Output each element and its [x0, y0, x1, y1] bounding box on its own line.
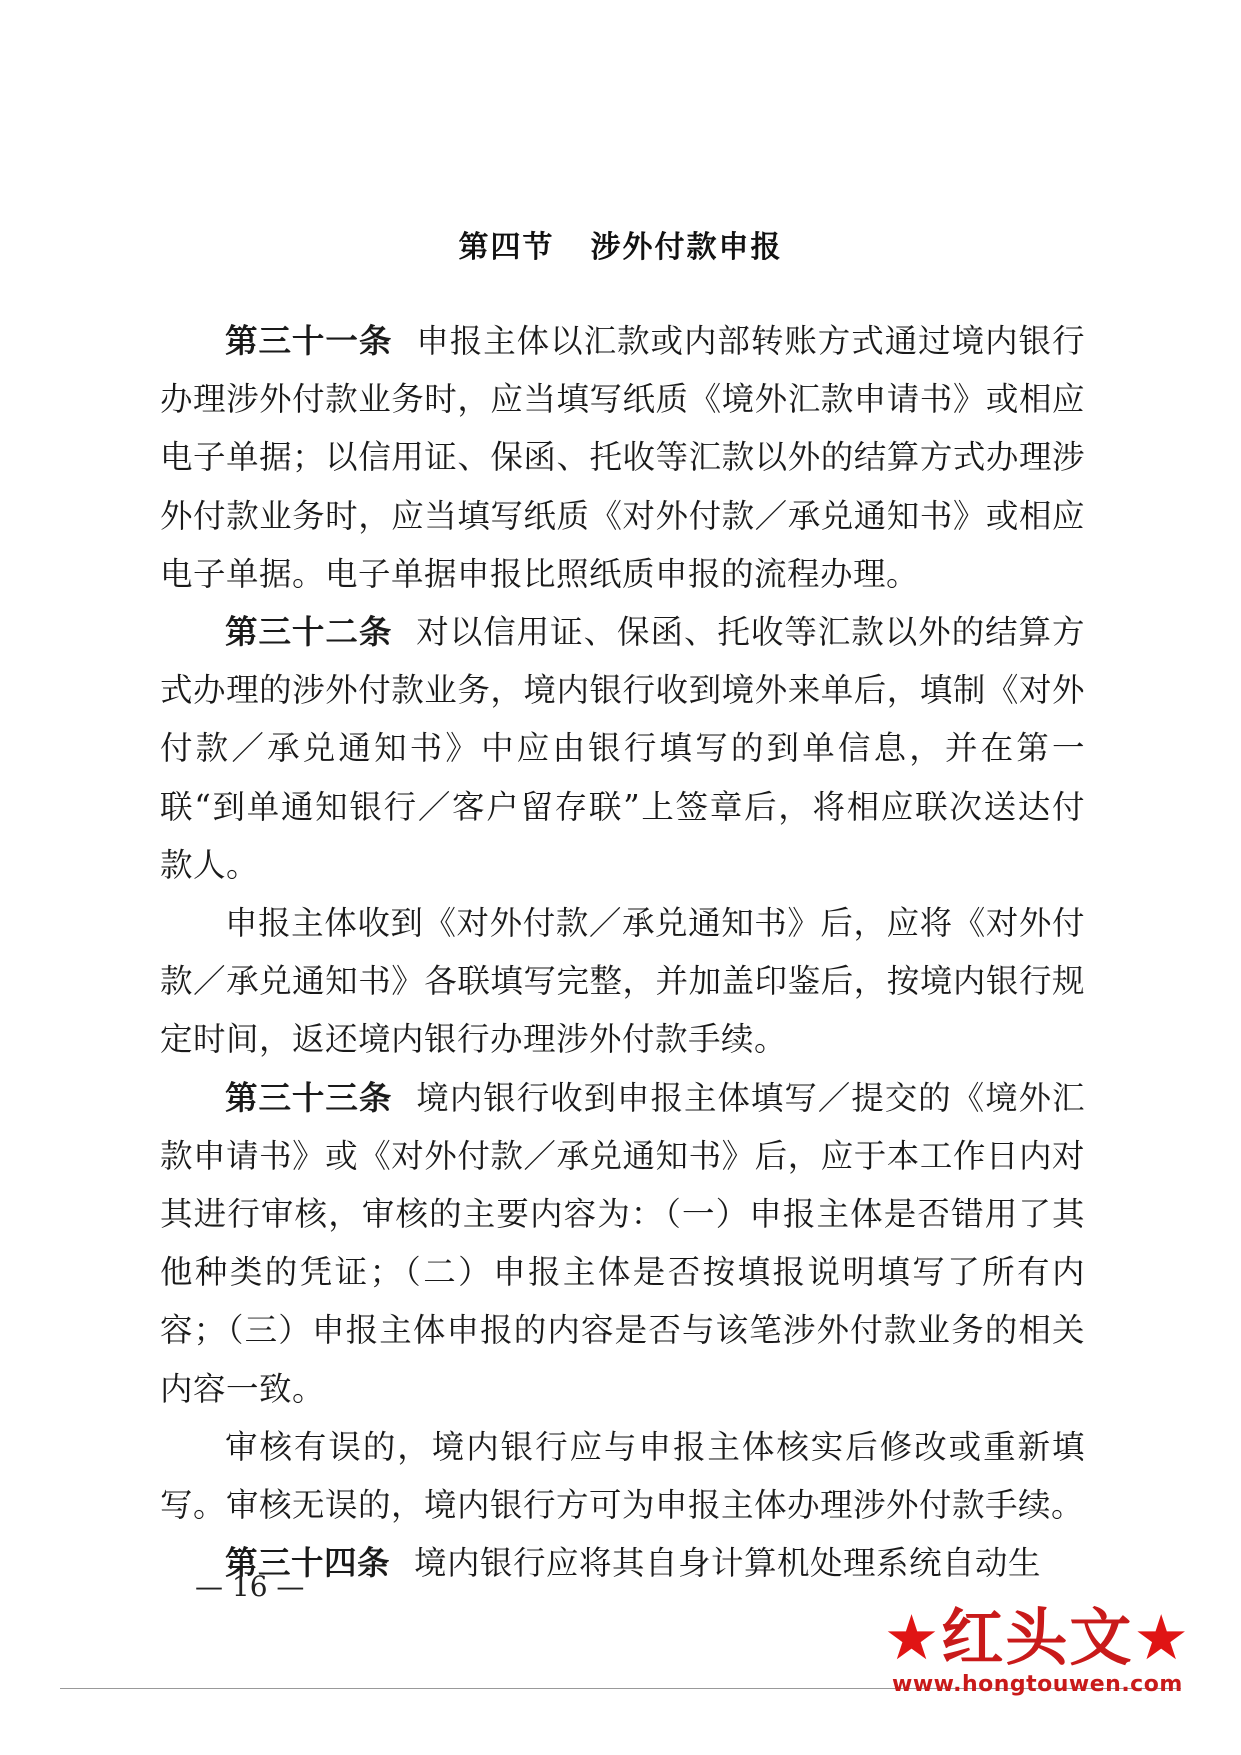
watermark-url: www.hongtouwen.com [892, 1672, 1183, 1698]
article-31-text: 申报主体以汇款或内部转账方式通过境内银行办理涉外付款业务时，应当填写纸质《境外汇款申请书》或相应电子单据；以信用证、保函、托收等汇款以外的结算方式办理涉外付款业务时，应当填写纸质《对外付款／承兑通知书》或相应电子单据。电子单据申报比照纸质申报的流程办理。 [160, 322, 1085, 593]
article-32-text: 对以信用证、保函、托收等汇款以外的结算方式办理的涉外付款业务，境内银行收到境外来单后，填制《对外付款／承兑通知书》中应由银行填写的到单信息，并在第一联“到单通知银行／客户留存联”上签章后，将相应联次送达付款人。 [160, 613, 1085, 884]
watermark-logo [883, 1601, 1191, 1674]
article-33-text: 境内银行收到申报主体填写／提交的《境外汇款申请书》或《对外付款／承兑通知书》后，应于本工作日内对其进行审核，审核的主要内容为：（一）申报主体是否错用了其他种类的凭证；（二）申报主体是否按填报说明填写了所有内容；（三）申报主体申报的内容是否与该笔涉外付款业务的相关内容一致。 [160, 1078, 1085, 1408]
article-33-paragraph [160, 1069, 1085, 1418]
article-34-label: 第三十四条 [225, 1543, 391, 1583]
article-34-text: 境内银行应将其自身计算机处理系统自动生 [414, 1544, 1042, 1583]
watermark-logo-text: 红头文 [941, 1601, 1134, 1674]
page-number: — 16 — [195, 1570, 305, 1603]
article-31-label: 第三十一条 [225, 321, 393, 360]
section-heading [0, 222, 1241, 266]
article-31-paragraph [160, 312, 1085, 603]
site-watermark [883, 1601, 1191, 1698]
article-32-paragraph [160, 603, 1085, 894]
document-body [160, 312, 1085, 1592]
article-33-continuation-text: 审核有误的，境内银行应与申报主体核实后修改或重新填写。审核无误的，境内银行方可为申报主体办理涉外付款手续。 [160, 1427, 1085, 1525]
star-icon: ★ [883, 1601, 942, 1674]
article-33-label: 第三十三条 [225, 1077, 393, 1117]
article-32-continuation [160, 894, 1085, 1069]
article-33-continuation [160, 1418, 1085, 1534]
section-heading-number: 第四节 [458, 230, 555, 265]
article-32-label: 第三十二条 [225, 612, 393, 652]
article-32-continuation-text: 申报主体收到《对外付款／承兑通知书》后，应将《对外付款／承兑通知书》各联填写完整，并加盖印鉴后，按境内银行规定时间，返还境内银行办理涉外付款手续。 [160, 904, 1085, 1059]
section-heading-text: 涉外付款申报 [590, 230, 783, 265]
star-icon: ★ [1133, 1601, 1191, 1674]
